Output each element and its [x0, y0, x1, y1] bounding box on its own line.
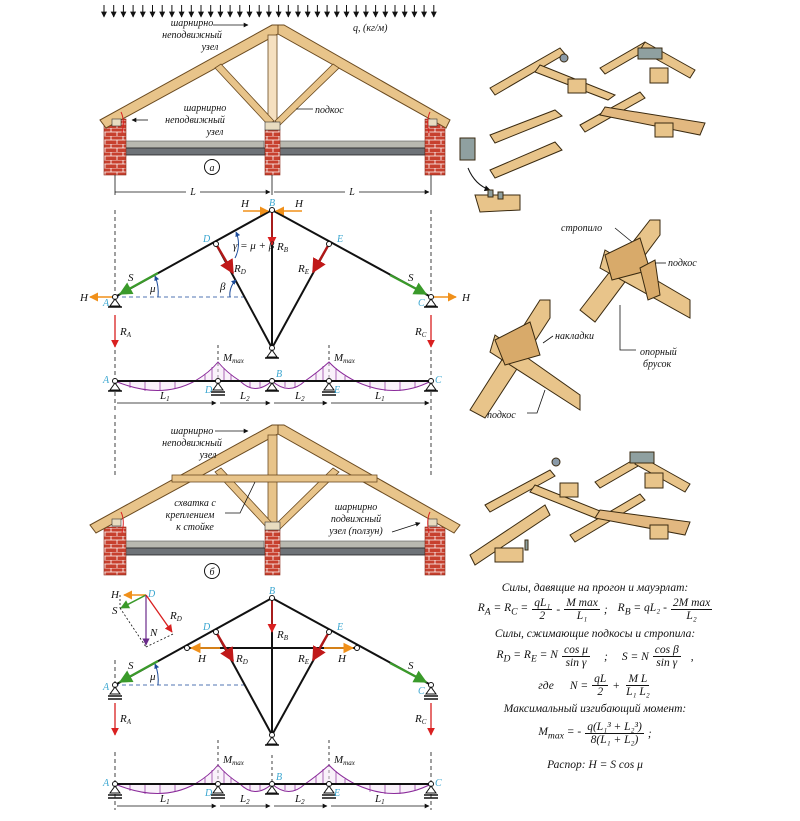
- variant-a-marker: а: [209, 163, 215, 174]
- node-e-label: E: [337, 234, 344, 245]
- f2-frac1: $\frac{\text{cos μ}}{\text{sin γ}}$: [563, 644, 588, 670]
- moment-diagram-b: [102, 740, 442, 810]
- force-re-label: RE: [298, 263, 310, 276]
- collar-tie-label-line3: к стойке: [176, 522, 214, 533]
- center-wall: [265, 130, 280, 175]
- b-force-re: RE: [298, 653, 310, 666]
- ridge-joint-label-line3: узел: [201, 42, 219, 53]
- formula-thrust: [470, 759, 720, 771]
- f1-frac1: $\frac{\text{qL₁}}{2}$: [534, 597, 551, 623]
- f1-rb: $R_B = qL_2$ -: [617, 601, 667, 618]
- b-ridge-label-line2: неподвижный: [162, 438, 222, 449]
- span-right-label: L: [349, 187, 355, 198]
- right-rafter: [278, 25, 450, 128]
- collar-tie-label-line2: креплением: [165, 510, 215, 521]
- formula-n: [470, 673, 720, 698]
- force-s-right: S: [408, 272, 414, 284]
- node-c-label: C: [418, 298, 425, 309]
- f2-end: ,: [690, 650, 694, 663]
- b-span-l1-right: L1: [375, 793, 385, 806]
- node-a-label: A: [103, 298, 110, 309]
- strut-label: подкос: [315, 105, 344, 116]
- f3-plus: +: [612, 679, 621, 692]
- f1-frac3: $\frac{\text{2M max}}{\text{L₂}}$: [672, 597, 711, 623]
- f1-minus: -: [556, 603, 561, 616]
- polygon-n-label: N: [150, 627, 158, 639]
- f2-sep: ;: [603, 650, 608, 663]
- f2-s: S = N: [621, 650, 649, 663]
- polygon-d-label: D: [148, 589, 156, 600]
- support-bar-label-line2: брусок: [643, 359, 672, 370]
- b-force-rb: RB: [277, 629, 289, 642]
- strut-bottom-label: подкос: [487, 410, 516, 421]
- force-rd-label: RD: [234, 263, 246, 276]
- span-l1-right: L1: [375, 390, 385, 403]
- support-bar-label-line1: опорный: [640, 347, 677, 358]
- force-h-right: H: [295, 198, 303, 210]
- rafter-label: стропило: [561, 223, 603, 234]
- b-force-rd: RD: [236, 653, 248, 666]
- force-scheme-a: [79, 198, 471, 358]
- b-node-e: E: [337, 622, 344, 633]
- f4-frac: $\frac{\text{q(L₁³ + L₂³)}}{\text{8(L₁ + L₂)}}$: [587, 721, 642, 747]
- strut-top-label: подкос: [668, 258, 697, 269]
- b-span-l2-left: L2: [240, 793, 250, 806]
- angle-beta-label: β: [220, 281, 226, 293]
- b-md-node-c: C: [435, 778, 442, 789]
- b-force-h-left: H: [198, 653, 206, 665]
- polygon-s-label: S: [112, 605, 118, 617]
- variant-b-drawing: [90, 415, 460, 579]
- f3-lhs: N =: [569, 679, 589, 692]
- b-mmax-left: Mmax: [223, 754, 244, 767]
- b-angle-mu: μ: [150, 671, 156, 683]
- mmax-right-label: Mmax: [334, 352, 355, 365]
- f2-lhs: $R_D = R_E = N$: [496, 649, 558, 665]
- force-rc-label: RC: [415, 326, 427, 339]
- f1-frac2: $\frac{\text{M max}}{\text{L₁}}$: [566, 597, 598, 623]
- node-d-label: D: [203, 234, 211, 245]
- force-h-left: H: [241, 198, 249, 210]
- b-span-l2-right: L2: [295, 793, 305, 806]
- f1-lhs: $R_A = R_C$ =: [477, 601, 529, 618]
- b-force-s-right: S: [408, 660, 414, 672]
- variant-a-drawing: [100, 18, 450, 198]
- b-span-l1-left: L1: [160, 793, 170, 806]
- md-node-b: B: [276, 369, 283, 380]
- force-s-left: S: [128, 272, 134, 284]
- b-md-node-b: B: [276, 772, 283, 783]
- b-node-b: B: [268, 586, 276, 597]
- node-b-label: B: [268, 198, 276, 209]
- md-node-a: A: [103, 375, 110, 386]
- b-mmax-right: Mmax: [334, 754, 355, 767]
- b-node-c: C: [418, 686, 425, 697]
- formulas-panel: [470, 582, 720, 771]
- ridge-joint-label-line1: шарнирно: [170, 18, 214, 29]
- joint-details-b: [470, 452, 690, 565]
- polygon-h-label: H: [111, 589, 119, 601]
- formula-title-struts: Силы, сжимающие подкосы и стропила:: [494, 628, 696, 641]
- connection-labels: [487, 223, 697, 421]
- md-node-e: E: [334, 385, 341, 396]
- b-ridge-label-line1: шарнирно: [170, 426, 214, 437]
- f3-frac2: $\frac{\text{M L}}{\text{L₁ L₂}}$: [626, 673, 650, 699]
- md-node-d: D: [205, 385, 213, 396]
- force-h-support-a: H: [80, 292, 88, 304]
- ridge-joint-label-line2: неподвижный: [162, 30, 222, 41]
- b-force-ra: RA: [120, 713, 132, 726]
- support-joint-label-line2: неподвижный: [165, 115, 225, 126]
- load-label: q, (кг/м): [353, 23, 388, 34]
- b-md-node-a: A: [103, 778, 110, 789]
- sliding-joint-label-line3: узел (ползун): [329, 526, 383, 537]
- b-ridge-label-line3: узел: [199, 450, 217, 461]
- formula-reactions: [470, 597, 720, 622]
- force-ra-label: RA: [120, 326, 132, 339]
- span-l1-left: L1: [160, 390, 170, 403]
- f1-sep: ;: [603, 603, 608, 616]
- b-node-a: A: [103, 682, 110, 693]
- formula-title-supports: Силы, давящие на прогон и мауэрлат:: [501, 582, 689, 594]
- formula-strut-forces: [470, 644, 720, 669]
- f3-frac1: $\frac{qL}{2}$: [594, 673, 607, 699]
- support-joint-label-line1: шарнирно: [183, 103, 227, 114]
- king-post: [268, 35, 277, 123]
- span-l2-right: L2: [295, 390, 305, 403]
- md-node-c: C: [435, 375, 442, 386]
- b-force-h-right: H: [338, 653, 346, 665]
- sliding-joint-label-line2: подвижный: [330, 514, 382, 525]
- plates-label: накладки: [555, 331, 595, 342]
- support-joint-label-line3: узел: [206, 127, 224, 138]
- b-md-node-d: D: [205, 788, 213, 799]
- span-left-label: L: [190, 187, 196, 198]
- f2-frac2: $\frac{\text{cos β}}{\text{sin γ}}$: [654, 644, 679, 670]
- span-l2-left: L2: [240, 390, 250, 403]
- f4-lhs: $M_{max}$ = -: [538, 726, 582, 742]
- mmax-left-label: Mmax: [223, 352, 244, 365]
- angle-gamma-label: γ = μ + β: [233, 240, 275, 252]
- formula-mmax: [470, 721, 720, 746]
- force-rb-label: RB: [277, 241, 289, 254]
- force-h-support-c: H: [462, 292, 470, 304]
- collar-tie-label-line1: схватка с: [174, 498, 216, 509]
- collar-tie: [172, 475, 377, 482]
- b-force-rc: RC: [415, 713, 427, 726]
- sliding-joint-label-line1: шарнирно: [334, 502, 378, 513]
- force-scheme-b: [102, 586, 438, 745]
- f4-end: ;: [647, 727, 652, 740]
- b-force-s-left: S: [128, 660, 134, 672]
- f5-thrust: Распор: H = S cos μ: [547, 758, 643, 771]
- angle-mu-label: μ: [150, 283, 156, 295]
- f3-where: где: [538, 679, 554, 692]
- joint-details-connection: [470, 220, 690, 418]
- b-node-d: D: [203, 622, 211, 633]
- variant-b-marker: б: [209, 567, 215, 578]
- polygon-rd-label: RD: [170, 610, 182, 623]
- joint-details-a: [460, 42, 705, 212]
- b-md-node-e: E: [334, 788, 341, 799]
- formula-title-moment: Максимальный изгибающий момент:: [503, 703, 687, 716]
